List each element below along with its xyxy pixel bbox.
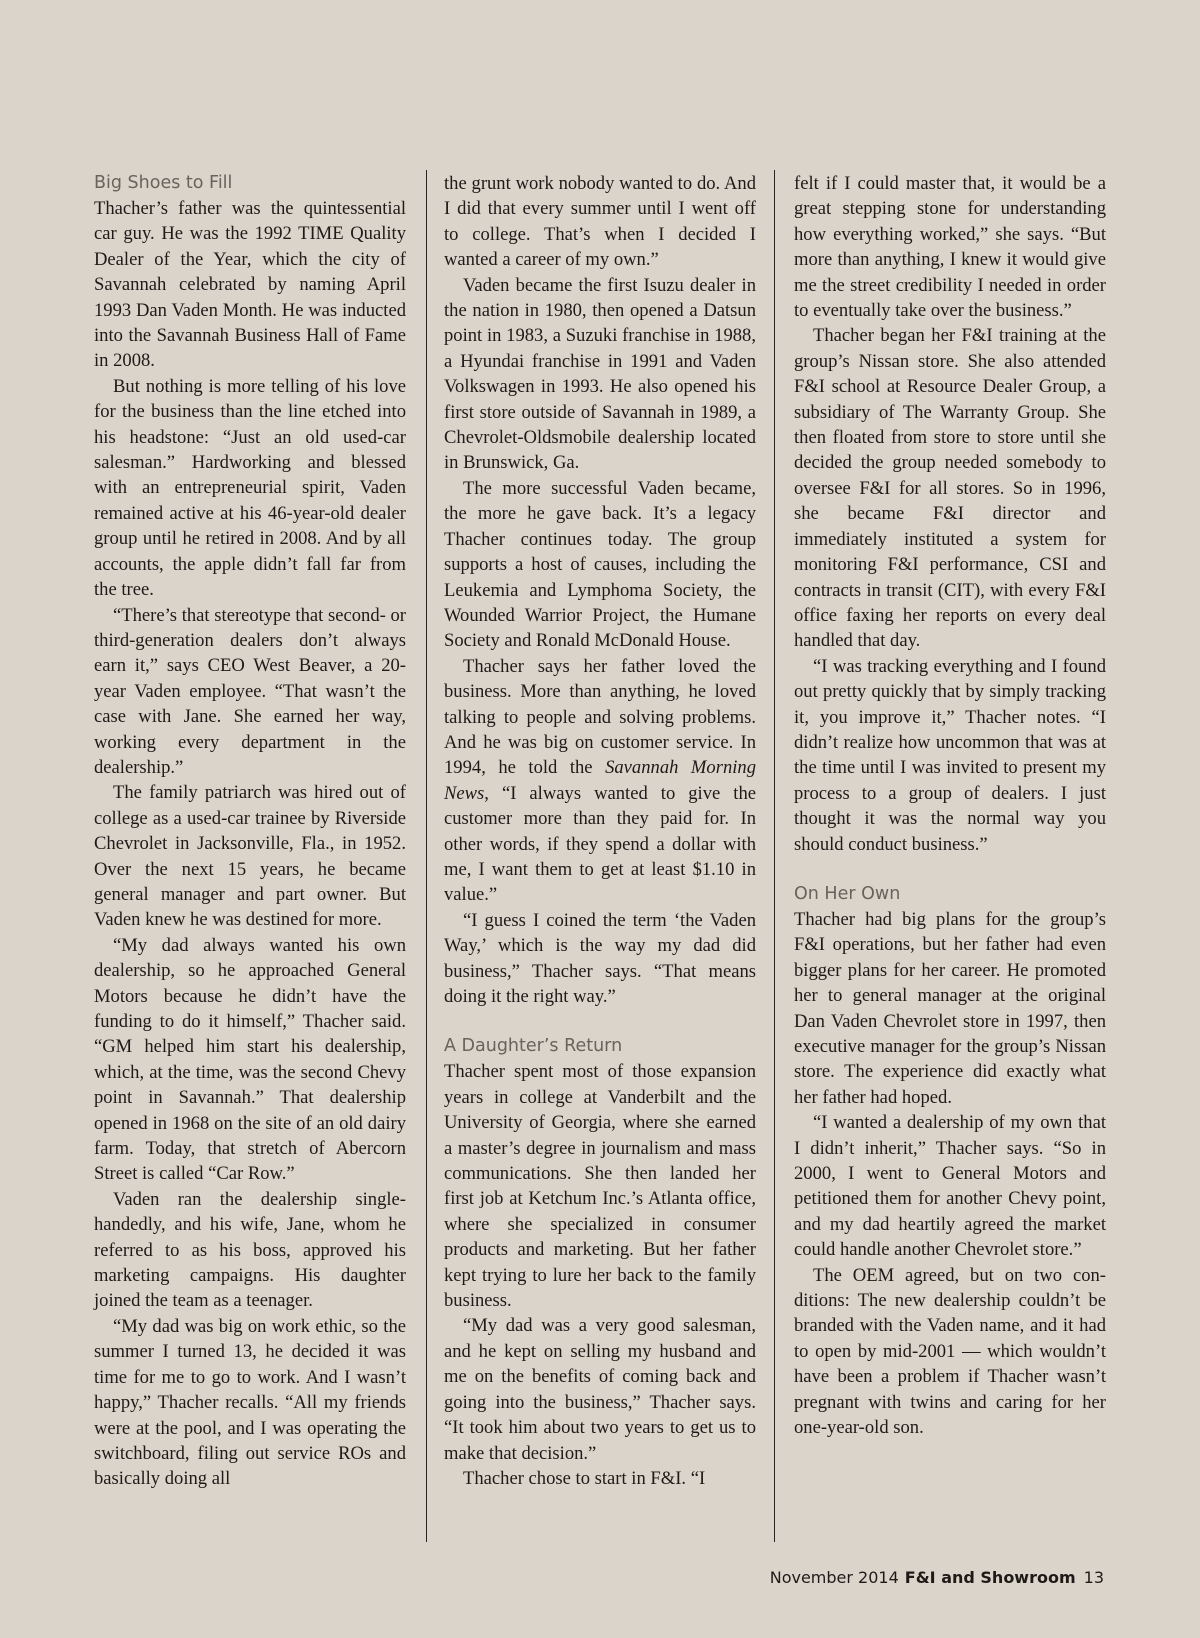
paragraph: “My dad was a very good salesman, and he kept on selling my husband and me on the benefits of coming back and going into the business,” Thacher says. “It took him about two years to get us to make that decision.”	[444, 1315, 756, 1464]
paragraph: The OEM agreed, but on two conditions: The new dealership couldn’t be branded with the Vaden name, and it had to open by mid-2001 — which wouldn’t have been a problem if Thacher wasn’t pregnant with twins and caring for her one-year-old son.	[794, 1264, 1106, 1439]
paragraph: The family patriarch was hired out of college as a used-car trainee by Riverside Chevrolet in Jacksonville, Fla., in 1952. Over the next 15 years, he became general manager and part owner. But Vaden knew he was destined for more.	[94, 782, 406, 931]
section-heading: Big Shoes to Fill	[94, 173, 233, 193]
publication-title: Savannah Morning News	[444, 757, 756, 804]
paragraph: Thacher spent most of those expansion years in college at Vanderbilt and the University of Georgia, where she earned a master’s degree in journalism and mass communications. She then landed her first job at Ketchum Inc.’s Atlanta office, where she specialized in consumer products and marketing. But her father kept trying to lure her back to the family business.	[444, 1061, 756, 1312]
paragraph: “My dad always wanted his own dealership, so he approached General Motors because he didn’t have the funding to do it himself,” Thacher said. “GM helped him start his dealership, which, at the time, was the second Chevy point in Savannah.” That dealership opened in 1968 on the site of an old dairy farm. Today, that stretch of Abercorn Street is called “Car Row.”	[94, 934, 406, 1185]
paragraph: “I was tracking everything and I found out pretty quickly that by simply tracking it, you improve it,” Thacher notes. “I didn’t realize how uncommon that was at the time until I was invited to present my process to a group of dealers. I just thought it was the normal way you should conduct business.”	[794, 655, 1106, 855]
paragraph: Thacher began her F&I training at the group’s Nissan store. She also attended F&I school at Resource Dealer Group, a subsidiary of The Warranty Group. She then floated from store to store until she decided the group needed somebody to oversee F&I for all stores. So in 1996, she became F&I director and immediately instituted a system for monitoring F&I performance, CSI and contracts in transit (CIT), with every F&I office faxing her reports on every deal handled that day.	[794, 325, 1106, 652]
paragraph-text: Thacher says her father loved the business. More than anything, he loved talking to people and solving problems. And he was big on customer service. In 1994, he told the	[444, 655, 756, 779]
paragraph	[444, 654, 756, 908]
column-divider	[426, 170, 427, 1542]
article-column-2	[444, 171, 756, 1491]
paragraph: “My dad was big on work ethic, so the summer I turned 13, he decided it was time for me to go to work. And I wasn’t happy,” Thacher recalls. “All my friends were at the pool, and I was operating the switchboard, filing out service ROs and basically doing all	[94, 1315, 406, 1490]
paragraph: “I wanted a dealership of my own that I didn’t inherit,” Thacher says. “So in 2000, I went to General Motors and petitioned them for another Chevy point, and my dad heartily agreed the market could handle another Chevrolet store.”	[794, 1112, 1106, 1261]
paragraph: the grunt work nobody wanted to do. And I did that every summer until I went off to college. That’s when I decided I wanted a career of my own.”	[444, 173, 756, 271]
section-heading: On Her Own	[794, 883, 901, 904]
page-number: 13	[1083, 1568, 1104, 1587]
paragraph: Thacher had big plans for the group’s F&I operations, but her father had even bigger plans for her career. He promoted her to general manager at the original Dan Vaden Chevrolet store in 1997, then executive manager for the group’s Nissan store. The experience did exactly what her father had hoped.	[794, 908, 1106, 1108]
page-footer	[770, 1568, 1104, 1587]
article-column-1	[94, 171, 406, 1492]
paragraph: The more successful Vaden became, the more he gave back. It’s a legacy Thacher continues today. The group supports a host of causes, including the Leukemia and Lymphoma Society, the Wounded Warrior Project, the Humane Society and Ronald McDonald House.	[444, 477, 756, 652]
paragraph: “I guess I coined the term ‘the Vaden Way,’ which is the way my dad did business,” Thacher says. “That means doing it the right way.”	[444, 909, 756, 1007]
paragraph: Thacher’s father was the quintessential car guy. He was the 1992 TIME Quality Dealer of the Year, which the city of Savannah celebrated by naming April 1993 Dan Vaden Month. He was inducted into the Savannah Business Hall of Fame in 2008.	[94, 198, 406, 372]
paragraph: But nothing is more telling of his love for the business than the line etched into his headstone: “Just an old used-car salesman.” Hardworking and blessed with an entrepreneurial spirit, Vaden remained active at his 46-year-old dealer group until he retired in 2008. And by all accounts, the apple didn’t fall far from the tree.	[94, 375, 406, 601]
paragraph: Vaden ran the dealership single-handedly, and his wife, Jane, whom he referred to as his boss, approved his marketing campaigns. His daughter joined the team as a teenager.	[94, 1188, 406, 1312]
issue-date: November 2014	[769, 1568, 899, 1587]
section-heading: A Daughter’s Return	[444, 1036, 623, 1057]
paragraph: “There’s that stereotype that second- or third-generation dealers don’t always earn it,” says CEO West Beaver, a 20-year Vaden employee. “That wasn’t the case with Jane. She earned her way, working every department in the dealership.”	[94, 604, 406, 778]
paragraph: felt if I could master that, it would be a great stepping stone for understanding how everything worked,” she says. “But more than anything, I knew it would give me the street credibility I needed in order to eventually take over the business.”	[794, 173, 1106, 322]
paragraph: Vaden became the first Isuzu dealer in the nation in 1980, then opened a Datsun point in 1983, a Suzuki franchise in 1988, a Hyundai franchise in 1991 and Vaden Volkswagen in 1993. He also opened his first store outside of Savannah in 1989, a Chevrolet-Oldsmobile dealership located in Brunswick, Ga.	[444, 274, 756, 474]
article-column-3	[794, 171, 1106, 1441]
publication-name: F&I and Showroom	[904, 1568, 1076, 1587]
column-divider	[774, 170, 775, 1542]
paragraph-text: , “I always wanted to give the customer more than they paid for. In other words, if they spend a dollar with me, I want them to get at least $1.10 in value.”	[444, 782, 756, 906]
paragraph: Thacher chose to start in F&I. “I	[463, 1467, 706, 1489]
